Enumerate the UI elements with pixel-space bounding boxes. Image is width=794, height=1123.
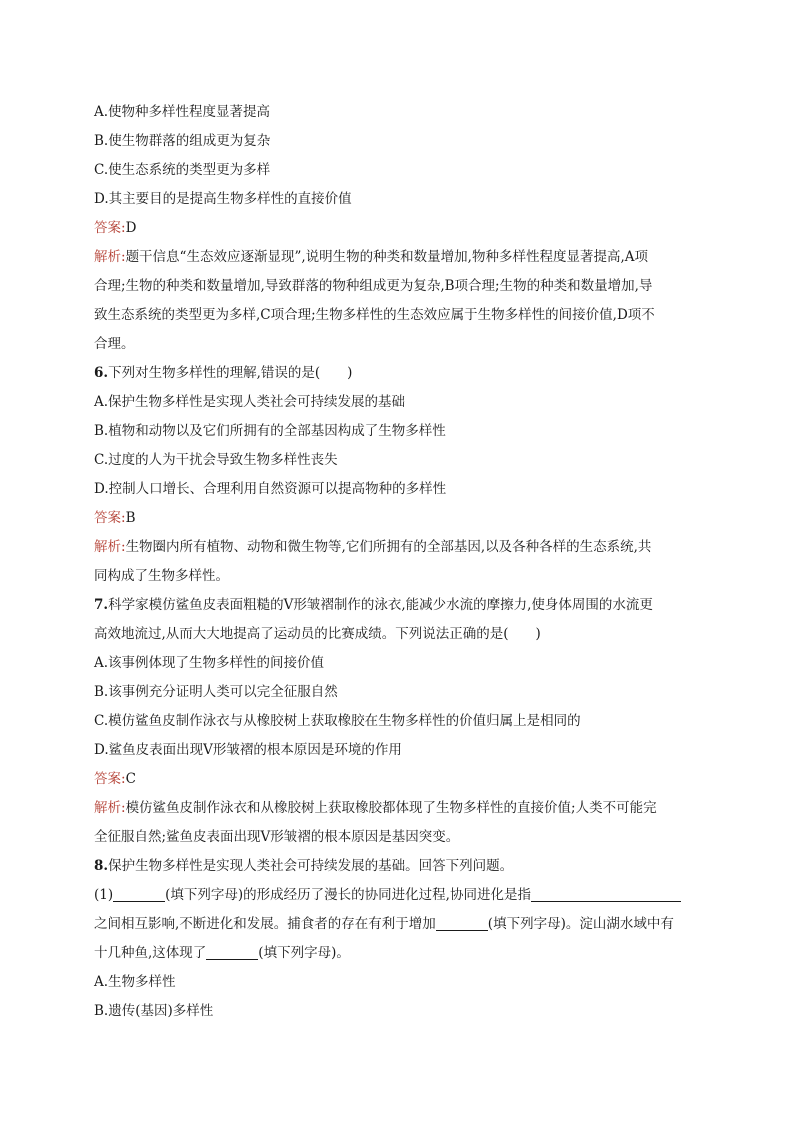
q8-sub1-line-3 [94, 939, 704, 968]
sub-question-text: 十几种鱼,这体现了 [94, 945, 207, 961]
q5-answer [94, 214, 704, 243]
q8-option-b: B.遗传(基因)多样性 [94, 1003, 214, 1019]
answer-value: B [125, 510, 136, 526]
sub-question-number: (1) [94, 887, 114, 903]
answer-blank[interactable] [113, 886, 165, 902]
answer-label: 答案: [94, 771, 126, 787]
sub-question-text: 之间相互影响,不断进化和发展。捕食者的存在有利于增加 [94, 916, 436, 932]
q6-option-a: A.保护生物多样性是实现人类社会可持续发展的基础 [94, 394, 406, 410]
analysis-label: 解析: [94, 800, 126, 816]
analysis-text: 模仿鲨鱼皮制作泳衣和从橡胶树上获取橡胶都体现了生物多样性的直接价值;人类不可能完 [125, 800, 657, 816]
q6-option-b: B.植物和动物以及它们所拥有的全部基因构成了生物多样性 [94, 423, 446, 439]
q7-option-a: A.该事例体现了生物多样性的间接价值 [94, 655, 325, 671]
q8-stem [94, 852, 704, 881]
q7-answer [94, 765, 704, 794]
q7-stem-line-1 [94, 591, 704, 620]
answer-label: 答案: [94, 220, 126, 236]
question-number: 8. [94, 858, 109, 874]
analysis-label: 解析: [94, 539, 126, 555]
q5-option-d: D.其主要目的是提高生物多样性的直接价值 [94, 191, 352, 207]
answer-blank[interactable] [436, 915, 488, 931]
question-number: 7. [94, 597, 109, 613]
q8-sub1-line-2 [94, 910, 704, 939]
answer-blank[interactable] [531, 886, 681, 902]
q6-answer [94, 504, 704, 533]
analysis-label: 解析: [94, 249, 126, 265]
sub-question-text: (填下列字母)的形成经历了漫长的协同进化过程,协同进化是指 [165, 887, 531, 903]
answer-label: 答案: [94, 510, 126, 526]
analysis-text: 题干信息“生态效应逐渐显现”,说明生物的种类和数量增加,物种多样性程度显著提高,A项 [125, 249, 648, 265]
q6-option-c: C.过度的人为干扰会导致生物多样性丧失 [94, 452, 338, 468]
document-page [94, 98, 704, 1026]
q7-stem-line-2: 高效地流过,从而大大地提高了运动员的比赛成绩。下列说法正确的是( ) [94, 626, 541, 642]
q5-analysis-line-3: 致生态系统的类型更为多样,C项合理;生物多样性的生态效应属于生物多样性的间接价值,D项不 [94, 307, 655, 323]
q5-analysis-line-2: 合理;生物的种类和数量增加,导致群落的物种组成更为复杂,B项合理;生物的种类和数量增加,导 [94, 278, 653, 294]
question-number: 6. [94, 365, 109, 381]
question-stem: 保护生物多样性是实现人类社会可持续发展的基础。回答下列问题。 [108, 858, 514, 874]
q6-stem [94, 359, 704, 388]
q7-analysis-line-2: 全征服自然;鲨鱼皮表面出现V形皱褶的根本原因是基因突变。 [94, 829, 460, 845]
q8-sub1-line-1 [94, 881, 704, 910]
question-stem: 下列对生物多样性的理解,错误的是( ) [108, 365, 353, 381]
analysis-text: 生物圈内所有植物、动物和微生物等,它们所拥有的全部基因,以及各种各样的生态系统,共 [125, 539, 652, 555]
q5-option-a: A.使物种多样性程度显著提高 [94, 104, 271, 120]
q7-option-d: D.鲨鱼皮表面出现V形皱褶的根本原因是环境的作用 [94, 742, 402, 758]
q5-analysis-line-1 [94, 243, 704, 272]
question-stem: 科学家模仿鲨鱼皮表面粗糙的V形皱褶制作的泳衣,能减少水流的摩擦力,使身体周围的水流更 [108, 597, 653, 613]
q7-option-b: B.该事例充分证明人类可以完全征服自然 [94, 684, 338, 700]
q5-option-b: B.使生物群落的组成更为复杂 [94, 133, 271, 149]
q8-option-a: A.生物多样性 [94, 974, 176, 990]
sub-question-text: (填下列字母)。淀山湖水域中有 [487, 916, 674, 932]
q6-analysis-line-2: 同构成了生物多样性。 [94, 568, 229, 584]
q7-analysis-line-1 [94, 794, 704, 823]
answer-blank[interactable] [206, 944, 258, 960]
answer-value: C [125, 771, 136, 787]
q6-option-d: D.控制人口增长、合理利用自然资源可以提高物种的多样性 [94, 481, 447, 497]
q7-option-c: C.模仿鲨鱼皮制作泳衣与从橡胶树上获取橡胶在生物多样性的价值归属上是相同的 [94, 713, 581, 729]
q5-analysis-line-4: 合理。 [94, 336, 135, 352]
answer-value: D [125, 220, 137, 236]
q5-option-c: C.使生态系统的类型更为多样 [94, 162, 271, 178]
q6-analysis-line-1 [94, 533, 704, 562]
sub-question-text: (填下列字母)。 [258, 945, 350, 961]
